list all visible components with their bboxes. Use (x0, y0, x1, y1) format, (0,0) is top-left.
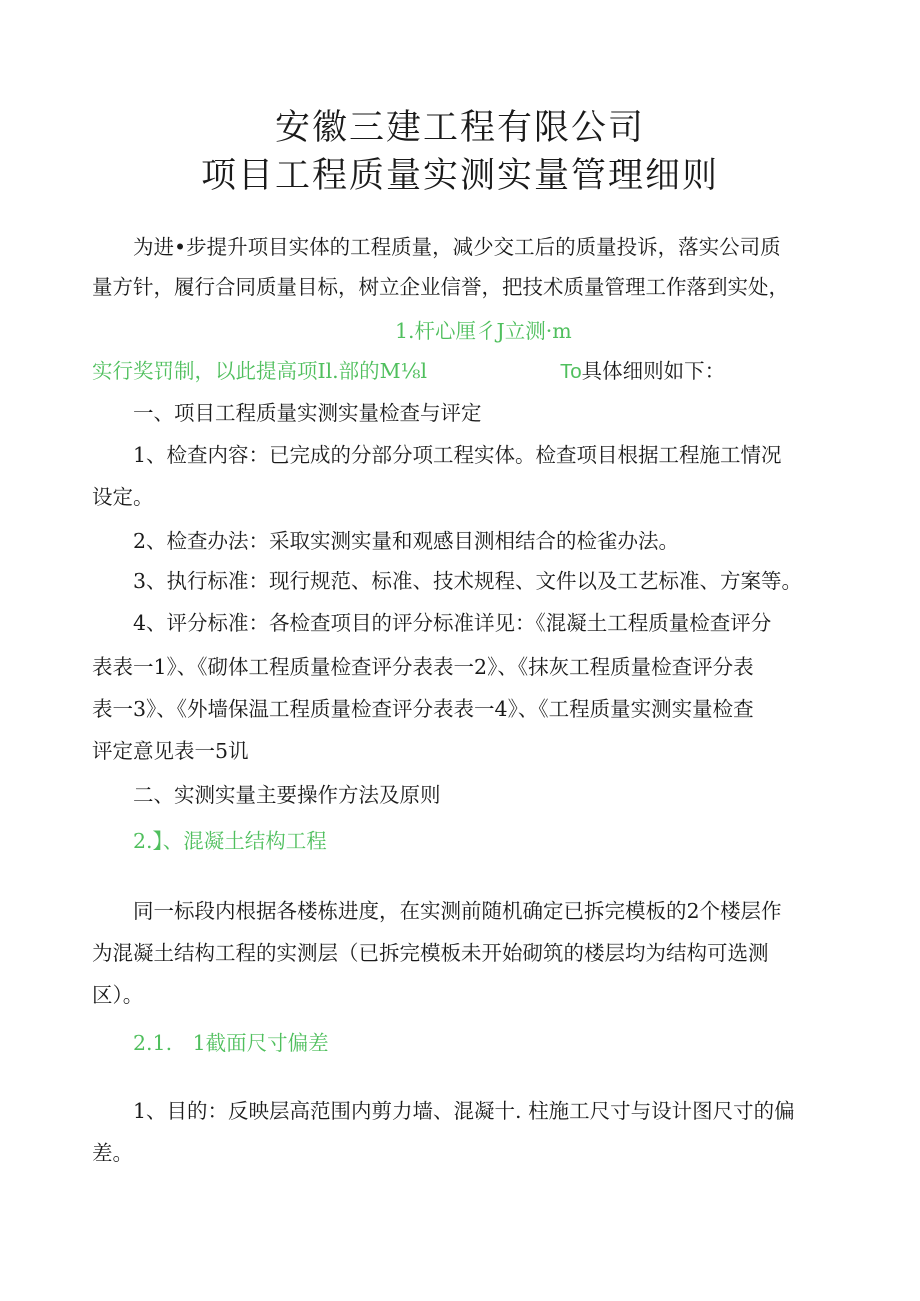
intro-garbled-left: 实行奖罚制，以此提高项Il.部的M⅛l (92, 359, 428, 383)
section1-item1-line2: 设定。 (92, 485, 154, 509)
document-title: 项目工程质量实测实量管理细则 (200, 156, 719, 196)
section1-item4-line2: 表表一1》、《砌体工程质量检查评分表表一2》、《抹灰工程质量检查评分表 (92, 655, 754, 679)
section1-item2: 2、检查办法：采取实测实量和观感目测相结合的检雀办法。 (133, 529, 680, 553)
section2-purpose-line1: 1、目的：反映层高范围内剪力墙、混凝十. 柱施工尺寸与设计图尺寸的偏 (133, 1099, 795, 1123)
section2-sub2: 2.1. 1截面尺寸偏差 (133, 1031, 329, 1055)
section1-item4-line3: 表一3》、《外墙保温工程质量检查评分表表一4》、《工程质量实测实量检查 (92, 697, 754, 721)
intro-garbled-to: To (560, 360, 582, 383)
section1-item4-line1: 4、评分标准：各检查项目的评分标准详见：《混凝土工程质量检查评分 (133, 611, 772, 635)
section1-item3: 3、执行标准：现行规范、标准、技术规程、文件以及工艺标准、方案等。 (133, 569, 803, 593)
intro-line-4 (560, 356, 725, 387)
section2-para-line1: 同一标段内根据各楼栋进度，在实测前随机确定已拆完模板的2个楼层作 (133, 899, 782, 923)
section1-item1-line1: 1、检查内容：已完成的分部分项工程实体。检查项目根据工程施工情况 (133, 443, 782, 467)
company-title: 安徽三建工程有限公司 (274, 108, 645, 148)
section2-purpose-line2: 差。 (92, 1141, 133, 1165)
section1-item4-line4: 评定意见表一5讥 (92, 739, 249, 763)
intro-line-2: 量方针，履行合同质量目标，树立企业信誉，把技术质量管理工作落到实处， (92, 275, 789, 299)
intro-line-4-rest: 具体细则如下： (581, 359, 726, 383)
intro-garbled-center: 1.杆心厘彳J立测·m (395, 319, 572, 343)
section1-heading: 一、项目工程质量实测实量检查与评定 (133, 401, 482, 425)
intro-line-1: 为进•步提升项目实体的工程质量，减少交工后的质量投诉，落实公司质 (133, 235, 781, 259)
section2-para-line3: 区）。 (92, 983, 144, 1007)
section2-sub1: 2.】、混凝土结构工程 (133, 829, 327, 853)
section2-para-line2: 为混凝土结构工程的实测层（已拆完模板未开始砌筑的楼层均为结构可选测 (92, 941, 769, 965)
section2-heading: 二、实测实量主要操作方法及原则 (133, 783, 441, 807)
